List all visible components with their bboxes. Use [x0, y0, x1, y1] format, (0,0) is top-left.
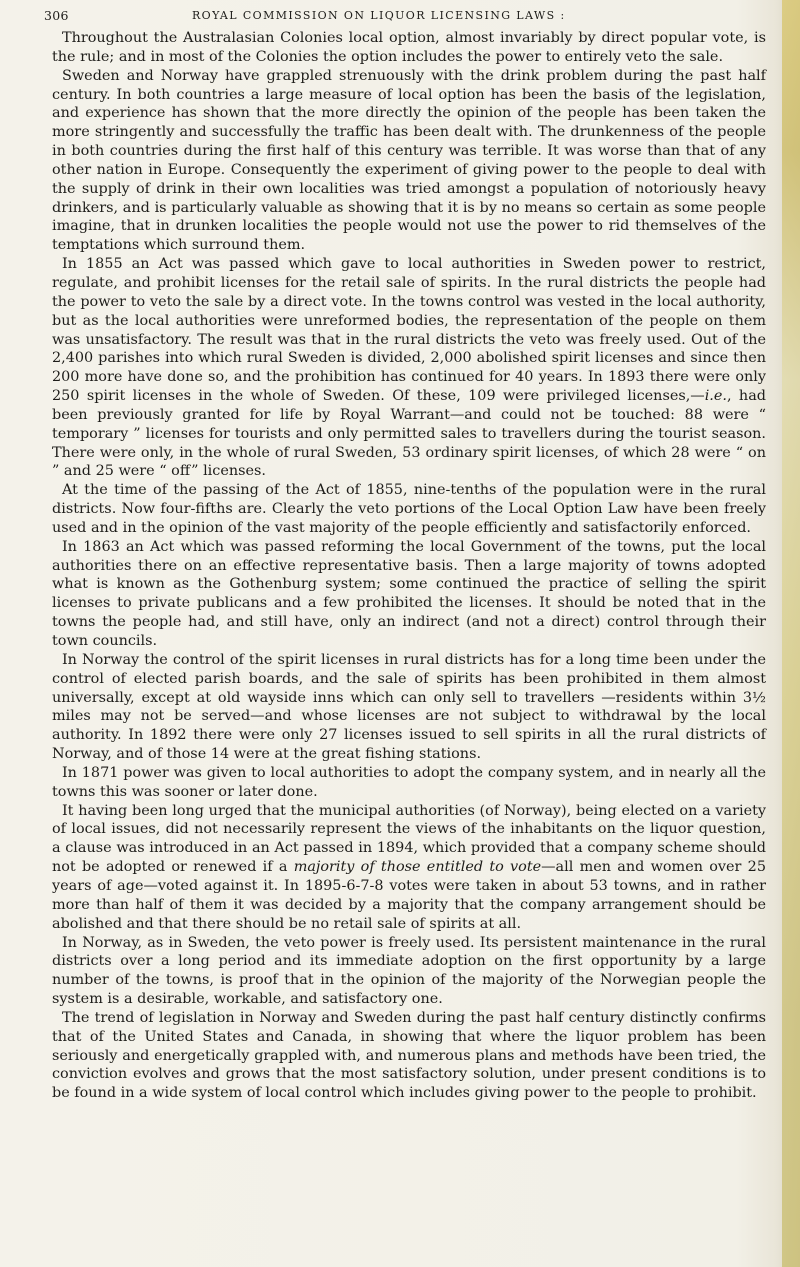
paragraph: At the time of the passing of the Act of 1855, nine-tenths of the population were in the rural districts. Now four-fifths are. Clearly the veto portions of the Local Option Law have been freely used and in the opinion of the vast majority of the people efficiently and satisfactorily enforced.: [52, 482, 766, 536]
paragraph: In Norway, as in Sweden, the veto power is freely used. Its persistent maintenance in the rural districts over a long period and its immediate adoption on the first opportunity by a large number of the towns, is proof that in the opinion of the majority of the Norwegian people the system is a desirable, workable, and satisfactory one.: [52, 934, 766, 1008]
page-number: 306: [44, 8, 69, 23]
italic-abbreviation: i.e.: [704, 388, 727, 405]
page-edge-stain: [782, 0, 800, 1267]
page-header: [44, 8, 764, 26]
paragraph: In 1871 power was given to local authorities to adopt the company system, and in nearly all the towns this was sooner or later done.: [52, 764, 766, 800]
paragraph: Throughout the Australasian Colonies local option, almost invariably by direct popular vote, is the rule; and in most of the Colonies the option includes the power to entirely veto the sale.: [52, 30, 766, 65]
paragraph: In Norway the control of the spirit licenses in rural districts has for a long time been under the control of elected parish boards, and the sale of spirits has been prohibited in them almost universally, except at old wayside inns which can only sell to travellers —residents within 3½ miles may not be served—and whose licenses are not subject to withdrawal by the local authority. In 1892 there were only 27 licenses issued to sell spirits in all the rural districts of Norway, and of those 14 were at the great fishing stations.: [52, 651, 766, 763]
paragraph: In 1863 an Act which was passed reforming the local Government of the towns, put the local authorities there on an effective representative basis. Then a large majority of towns adopted what is known as the Gothenburg system; some continued the practice of selling the spirit licenses to private publicans and a few prohibited the licenses. It should be noted that in the towns the people had, and still have, only an indirect (and not a direct) control through their town councils.: [52, 538, 766, 649]
body-text: [52, 29, 766, 1103]
paragraph: It having been long urged that the municipal authorities (of Norway), being elected on a variety of local issues, did not necessarily represent the views of the inhabitants on the liquor question, a clause was introduced in an Act passed in 1894, which provided that a company scheme should not be adopted or renewed if a majority of those entitled to vote—all men and women over 25 years of age—voted against it. In 1895-6-7-8 votes were taken in about 53 towns, and in rather more than half of them it was decided by a majority that the company arrangement should be abolished and that there should be no retail sale of spirits at all.: [52, 802, 766, 932]
running-head: ROYAL COMMISSION ON LIQUOR LICENSING LAWS :: [192, 9, 566, 22]
paragraph: Sweden and Norway have grappled strenuously with the drink problem during the past half century. In both countries a large measure of local option has been the basis of the legislation, and experience has shown that the more directly the opinion of the people has been taken the more stringently and successfully the traffic has been dealt with. The drunkenness of the people in both countries during the first half of this century was terrible. It was worse than that of any other nation in Europe. Consequently the experiment of giving power to the people to deal with the supply of drink in their own localities was tried amongst a population of notoriously heavy drinkers, and is particularly valuable as showing that it is by no means so certain as some people imagine, that in drunken localities the people would not use the power to rid themselves of the temptations which surround them.: [52, 67, 766, 254]
paragraph: The trend of legislation in Norway and Sweden during the past half century distinctly confirms that of the United States and Canada, in showing that where the liquor problem has been seriously and energetically grappled with, and numerous plans and methods have been tried, the conviction evolves and grows that the most satisfactory solution, under present conditions is to be found in a wide system of local control which includes giving power to the people to prohibit.: [52, 1009, 766, 1102]
paragraph: In 1855 an Act was passed which gave to local authorities in Sweden power to restrict, regulate, and prohibit licenses for the retail sale of spirits. In the rural districts the people had the power to veto the sale by a direct vote. In the towns control was vested in the local authority, but as the local authorities were unreformed bodies, the representation of the people on them was unsatisfactory. The result was that in the rural districts the veto was freely used. Out of the 2,400 parishes into which rural Sweden is divided, 2,000 abolished spirit licenses and since then 200 more have done so, and the prohibition has continued for 40 years. In 1893 there were only 250 spirit licenses in the whole of Sweden. Of these, 109 were privileged licenses,—i.e., had been previously granted for life by Royal Warrant—and could not be touched: 88 were “ temporary ” licenses for tourists and only permitted sales to travellers during the tourist season. There were only, in the whole of rural Sweden, 53 ordinary spirit licenses, of which 28 were “ on ” and 25 were “ off” licenses.: [52, 256, 766, 480]
italic-emphasis: majority of those entitled to vote: [293, 859, 542, 876]
